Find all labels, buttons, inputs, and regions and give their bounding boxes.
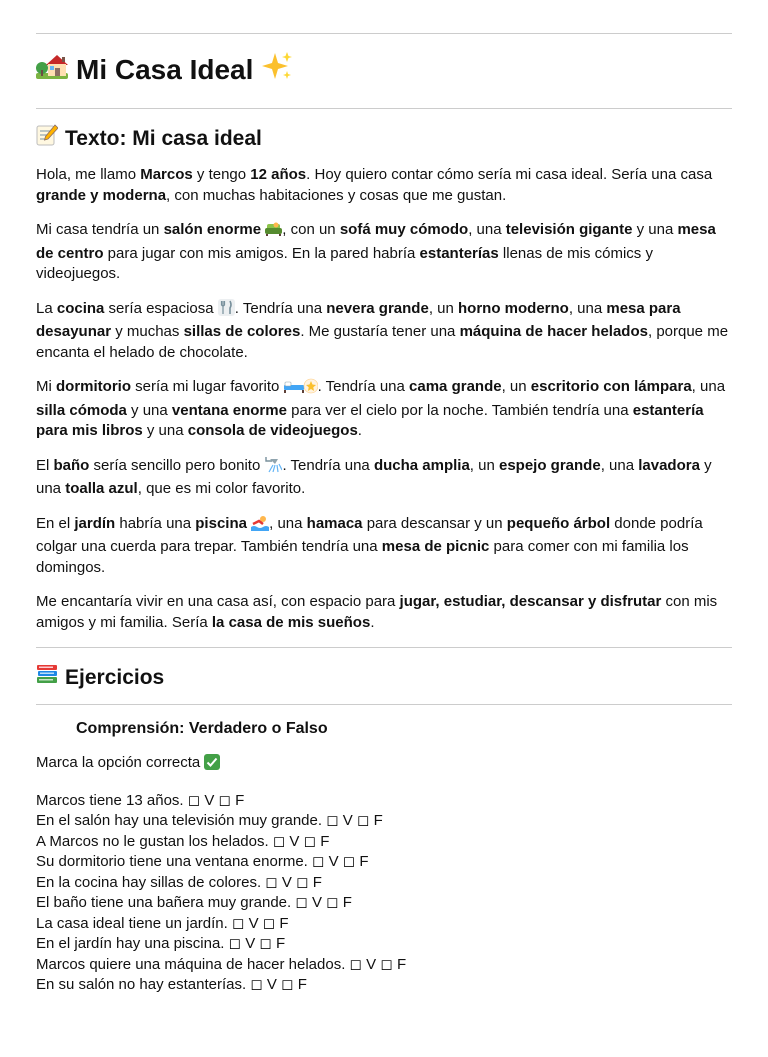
- text-run: Hola, me llamo: [36, 166, 141, 183]
- text-run: y muchas: [111, 323, 184, 340]
- bold-phrase: sillas de colores: [183, 323, 301, 340]
- bold-phrase: toalla azul: [65, 480, 138, 497]
- bold-phrase: cocina: [56, 299, 105, 317]
- true-false-item: [36, 873, 732, 894]
- section-heading-ejercicios: [36, 663, 732, 692]
- true-false-options[interactable]: ◻ V ◻ F: [231, 914, 289, 932]
- statement-text: La casa ideal tiene un jardín.: [36, 914, 228, 932]
- true-false-options[interactable]: ◻ V ◻ F: [250, 976, 307, 993]
- statement-text: Marcos tiene 13 años.: [36, 791, 184, 809]
- bed-star-icon: [284, 377, 318, 401]
- text-run: En el: [36, 514, 75, 532]
- text-run: y una: [632, 221, 678, 238]
- divider: [36, 108, 732, 109]
- text-run: , con muchas habitaciones y cosas que me gustan.: [166, 186, 507, 204]
- statement-text: En su salón no hay estanterías.: [36, 976, 247, 993]
- true-false-item: [36, 811, 732, 832]
- paragraph: [36, 220, 732, 285]
- bold-phrase: estantería para mis libros: [36, 401, 704, 439]
- paragraph: [36, 592, 732, 633]
- exercise-instruction: [36, 753, 732, 777]
- true-false-options[interactable]: ◻ V ◻ F: [326, 812, 383, 829]
- text-run: , con un: [282, 221, 340, 238]
- document-page: [36, 33, 732, 996]
- statement-text: Su dormitorio tiene una ventana enorme.: [36, 853, 308, 870]
- text-run: . Tendría una: [234, 299, 327, 317]
- paragraph: [36, 456, 732, 500]
- true-false-item: [36, 914, 732, 935]
- true-false-item: [36, 934, 732, 955]
- text-run: y una: [36, 456, 712, 497]
- text-run: con mis amigos y mi familia. Sería: [36, 593, 718, 631]
- bold-phrase: silla cómoda: [36, 401, 127, 419]
- statement-text: A Marcos no le gustan los helados.: [36, 832, 269, 850]
- section-heading-ejercicios-label: Ejercicios: [65, 665, 165, 689]
- divider: [36, 33, 732, 34]
- text-run: El: [36, 456, 54, 474]
- true-false-options[interactable]: ◻ V ◻ F: [272, 832, 330, 850]
- text-run: sería espaciosa: [104, 299, 218, 317]
- text-run: Me encantaría vivir en una casa así, con espacio para: [36, 593, 400, 610]
- true-false-options[interactable]: ◻ V ◻ F: [228, 935, 286, 952]
- true-false-options[interactable]: ◻ V ◻ F: [295, 894, 352, 911]
- bold-phrase: mesa para desayunar: [36, 299, 681, 340]
- true-false-options[interactable]: ◻ V ◻ F: [312, 853, 369, 870]
- text-run: .: [357, 422, 362, 439]
- bold-phrase: espejo grande: [498, 456, 601, 474]
- text-run: . Tendría una: [317, 378, 410, 395]
- section-heading-texto: [36, 124, 732, 153]
- true-false-item: [36, 893, 732, 914]
- memo-icon: [36, 124, 58, 153]
- bold-phrase: piscina: [195, 514, 247, 532]
- text-run: y una: [142, 422, 188, 439]
- text-run: para comer con mi familia los domingos.: [36, 538, 689, 576]
- true-false-item: [36, 852, 732, 873]
- bold-phrase: escritorio con lámpara: [530, 378, 692, 395]
- text-run: , una: [691, 378, 726, 395]
- paragraph: [36, 299, 732, 364]
- couch-icon: [265, 222, 282, 244]
- text-run: , una: [568, 299, 607, 317]
- text-run: sería mi lugar favorito: [131, 378, 284, 395]
- true-false-item: [36, 832, 732, 853]
- true-false-item: [36, 791, 732, 812]
- text-run: para jugar con mis amigos. En la pared habría: [103, 244, 420, 262]
- paragraph: [36, 165, 732, 206]
- exercise-subheading: Comprensión: Verdadero o Falso: [76, 720, 328, 737]
- reading-text: [36, 165, 732, 633]
- true-false-item: [36, 975, 732, 996]
- text-run: y tengo: [192, 166, 251, 183]
- bold-phrase: la casa de mis sueños: [211, 613, 371, 631]
- text-run: . Tendría una: [282, 456, 374, 474]
- shower-icon: [264, 456, 282, 480]
- bold-phrase: sofá muy cómodo: [339, 221, 469, 238]
- true-false-options[interactable]: ◻ V ◻ F: [349, 955, 407, 973]
- text-run: , que es mi color favorito.: [137, 480, 306, 497]
- bold-phrase: cama grande: [409, 378, 502, 395]
- text-run: La: [36, 299, 57, 317]
- statement-text: En el salón hay una televisión muy grande.: [36, 812, 323, 829]
- text-run: , una: [269, 514, 307, 532]
- bold-phrase: mesa de picnic: [381, 538, 490, 555]
- text-run: habría una: [115, 514, 196, 532]
- true-false-list: [36, 791, 732, 996]
- bold-phrase: máquina de hacer helados: [459, 323, 648, 340]
- text-run: para descansar y un: [362, 514, 507, 532]
- text-run: .: [370, 613, 375, 631]
- house-with-garden-icon: [36, 51, 68, 89]
- page-title: [36, 51, 732, 89]
- bold-phrase: consola de videojuegos: [187, 422, 358, 439]
- check-mark-button-icon: [204, 754, 220, 777]
- bold-phrase: 12 años: [250, 166, 307, 183]
- paragraph: [36, 514, 732, 579]
- statement-text: Marcos quiere una máquina de hacer helados.: [36, 955, 346, 973]
- true-false-item: [36, 955, 732, 976]
- true-false-options[interactable]: ◻ V ◻ F: [265, 873, 322, 891]
- exercise-instruction-text: Marca la opción correcta: [36, 754, 201, 771]
- bold-phrase: horno moderno: [458, 299, 569, 317]
- bold-phrase: televisión gigante: [505, 221, 633, 238]
- bold-phrase: ventana enorme: [171, 401, 287, 419]
- swimmer-icon: [251, 515, 269, 538]
- statement-text: El baño tiene una bañera muy grande.: [36, 894, 292, 911]
- bold-phrase: Marcos: [140, 166, 193, 183]
- bold-phrase: grande y moderna: [36, 186, 167, 204]
- text-run: donde podría colgar una cuerda para trepar. También tendría una: [36, 514, 703, 555]
- fork-knife-icon: [218, 299, 235, 323]
- statement-text: En la cocina hay sillas de colores.: [36, 873, 262, 891]
- text-run: , porque me encanta el helado de chocolate.: [36, 323, 729, 361]
- section-heading-texto-label: Texto: Mi casa ideal: [65, 126, 262, 150]
- bold-phrase: jardín: [74, 514, 116, 532]
- bold-phrase: ducha amplia: [373, 456, 470, 474]
- bold-phrase: salón enorme: [163, 221, 262, 238]
- divider: [36, 647, 732, 648]
- text-run: para ver el cielo por la noche. También tendría una: [286, 401, 633, 419]
- true-false-options[interactable]: ◻ V ◻ F: [187, 791, 245, 809]
- text-run: , un: [428, 299, 458, 317]
- text-run: . Hoy quiero contar cómo sería mi casa ideal. Sería una casa: [306, 166, 713, 183]
- statement-text: En el jardín hay una piscina.: [36, 935, 225, 952]
- bold-phrase: nevera grande: [326, 299, 429, 317]
- bold-phrase: hamaca: [306, 514, 363, 532]
- text-run: sería sencillo pero bonito: [89, 456, 265, 474]
- text-run: . Me gustaría tener una: [300, 323, 460, 340]
- text-run: llenas de mis cómics y videojuegos.: [36, 244, 653, 282]
- page-title-text: Mi Casa Ideal: [76, 54, 254, 85]
- text-run: , un: [469, 456, 499, 474]
- divider: [36, 704, 732, 705]
- text-run: , un: [501, 378, 531, 395]
- bold-phrase: jugar, estudiar, descansar y disfrutar: [399, 593, 662, 610]
- text-run: Mi casa tendría un: [36, 221, 164, 238]
- bold-phrase: mesa de centro: [36, 221, 716, 262]
- text-run: , una: [600, 456, 639, 474]
- paragraph: [36, 377, 732, 442]
- bold-phrase: estanterías: [419, 244, 499, 262]
- books-icon: [36, 663, 58, 692]
- bold-phrase: pequeño árbol: [506, 514, 611, 532]
- text-run: y una: [126, 401, 172, 419]
- text-run: Mi: [36, 378, 56, 395]
- bold-phrase: lavadora: [638, 456, 700, 474]
- sparkles-icon: [261, 51, 293, 89]
- bold-phrase: baño: [53, 456, 90, 474]
- text-run: , una: [468, 221, 506, 238]
- bold-phrase: dormitorio: [56, 378, 131, 395]
